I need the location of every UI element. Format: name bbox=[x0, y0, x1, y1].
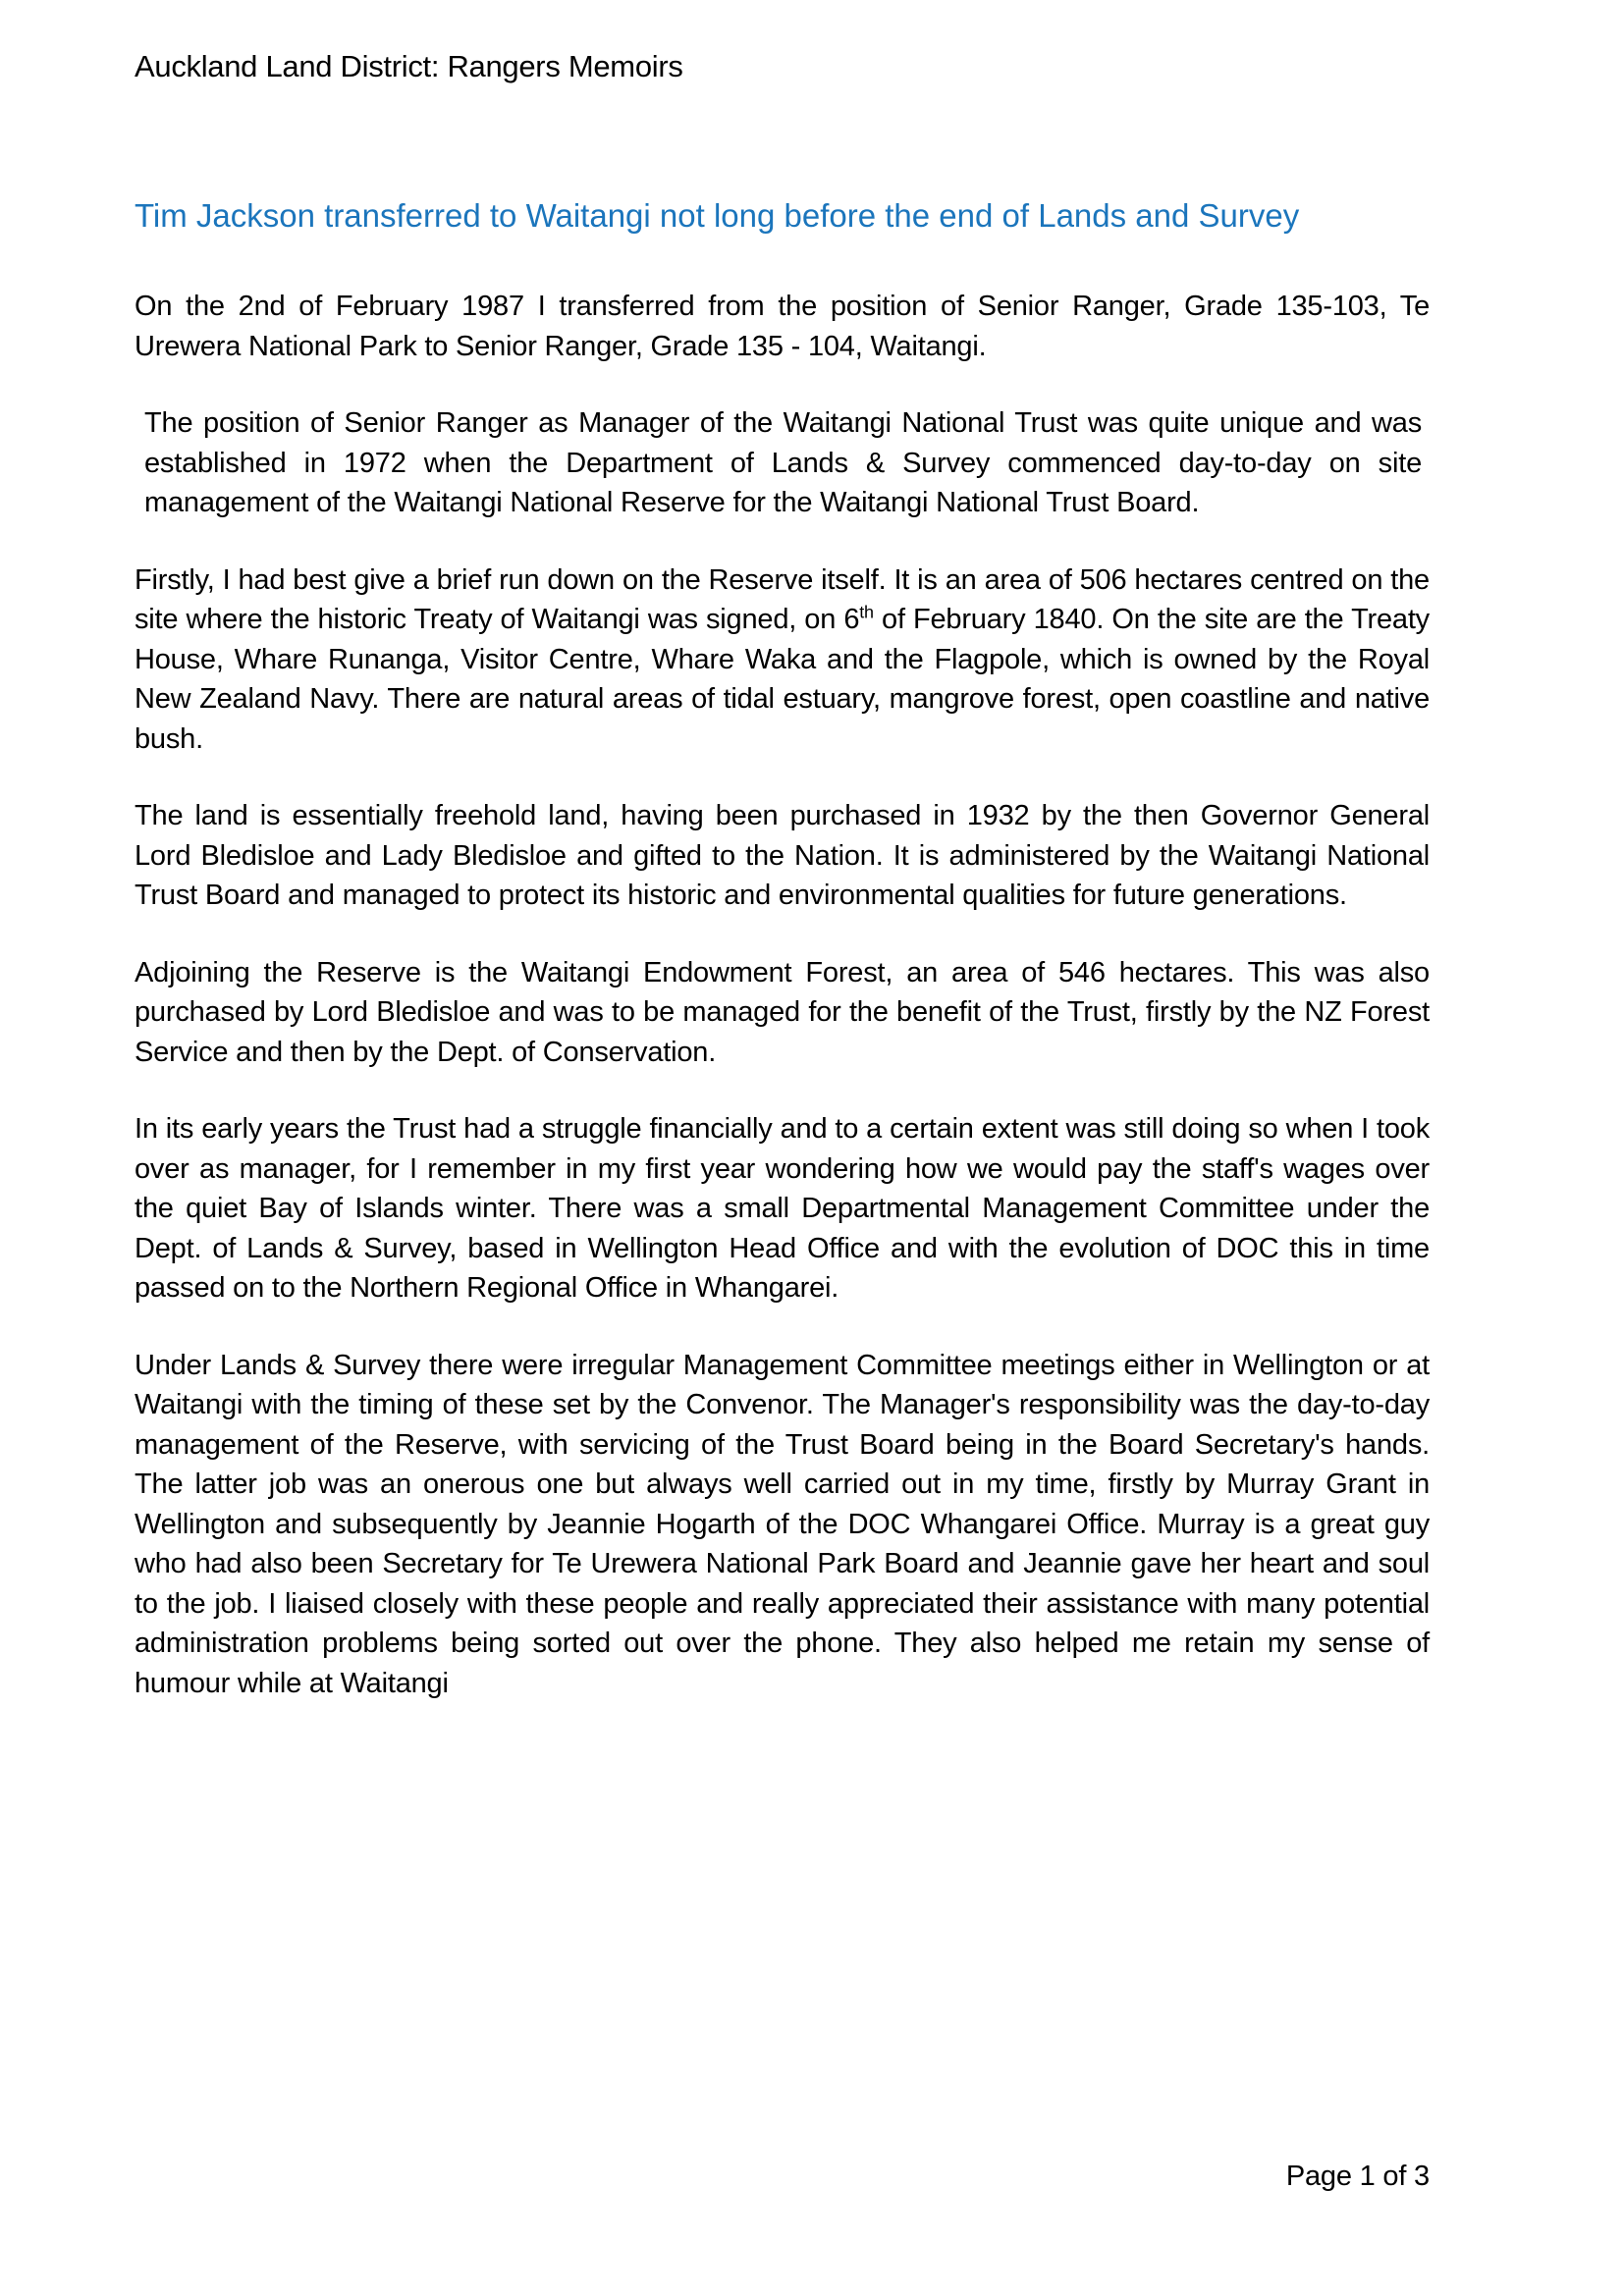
ordinal-superscript: th bbox=[859, 602, 874, 622]
section-heading: Tim Jackson transferred to Waitangi not long before the end of Lands and Survey bbox=[135, 197, 1300, 234]
paragraph-endowment-forest: Adjoining the Reserve is the Waitangi Endowment Forest, an area of 546 hectares. This was also purchased by Lord Bledisloe and was to be managed for the benefit of the Trust, firstly by the NZ Forest Service and then by the Dept. of Conservation. bbox=[135, 956, 1430, 1068]
document-title: Auckland Land District: Rangers Memoirs bbox=[135, 49, 683, 83]
paragraph-management-meetings: Under Lands & Survey there were irregular Management Committee meetings either in Wellington or at Waitangi with the timing of these set by the Convenor. The Manager's responsibility was the day-to-day management of the Reserve, with servicing of the Trust Board being in the Board Secretary's hands. The latter job was an onerous one but always well carried out in my time, firstly by Murray Grant in Wellington and subsequently by Jeannie Hogarth of the DOC Whangarei Office. Murray is a great guy who had also been Secretary for Te Urewera National Park Board and Jeannie gave her heart and soul to the job. I liaised closely with these people and really appreciated their assistance with many potential administration problems being sorted out over the phone. They also helped me retain my sense of humour while at Waitangi bbox=[135, 1349, 1430, 1699]
paragraph-reserve-description-continued: of February 1840. On the site are the Treaty House, Whare Runanga, Visitor Centre, Whare Waka and the Flagpole, which is owned by the Royal New Zealand Navy. There are natural areas of tidal estuary, mangrove forest, open coastline and native bush. bbox=[135, 604, 1430, 755]
paragraph-trust-finances: In its early years the Trust had a struggle financially and to a certain extent was still doing so when I took over as manager, for I remember in my first year wondering how we would pay the staff's wages over the quiet Bay of Islands winter. There was a small Departmental Management Committee under the Dept. of Lands & Survey, based in Wellington Head Office and with the evolution of DOC this in time passed on to the Northern Regional Office in Whangarei. bbox=[135, 1113, 1430, 1304]
paragraph-position-history: The position of Senior Ranger as Manager of the Waitangi National Trust was quite unique and was established in 1972 when the Department of Lands & Survey commenced day-to-day on site management of the Waitangi National Reserve for the Waitangi National Trust Board. bbox=[144, 407, 1422, 518]
paragraph-land-ownership: The land is essentially freehold land, having been purchased in 1932 by the then Governor General Lord Bledisloe and Lady Bledisloe and gifted to the Nation. It is administered by the Waitangi National Trust Board and managed to protect its historic and environmental qualities for future generations. bbox=[135, 800, 1430, 911]
paragraph-reserve-description bbox=[135, 561, 1430, 760]
paragraph-reserve-description-text: Firstly, I had best give a brief run down on the Reserve itself. It is an area of 506 hectares centred on the site where the historic Treaty of Waitangi was signed, on 6 bbox=[135, 563, 1430, 635]
paragraph-transfer: On the 2nd of February 1987 I transferred from the position of Senior Ranger, Grade 135-103, Te Urewera National Park to Senior Ranger, Grade 135 - 104, Waitangi. bbox=[135, 291, 1430, 362]
page-number: Page 1 of 3 bbox=[1285, 2161, 1430, 2192]
